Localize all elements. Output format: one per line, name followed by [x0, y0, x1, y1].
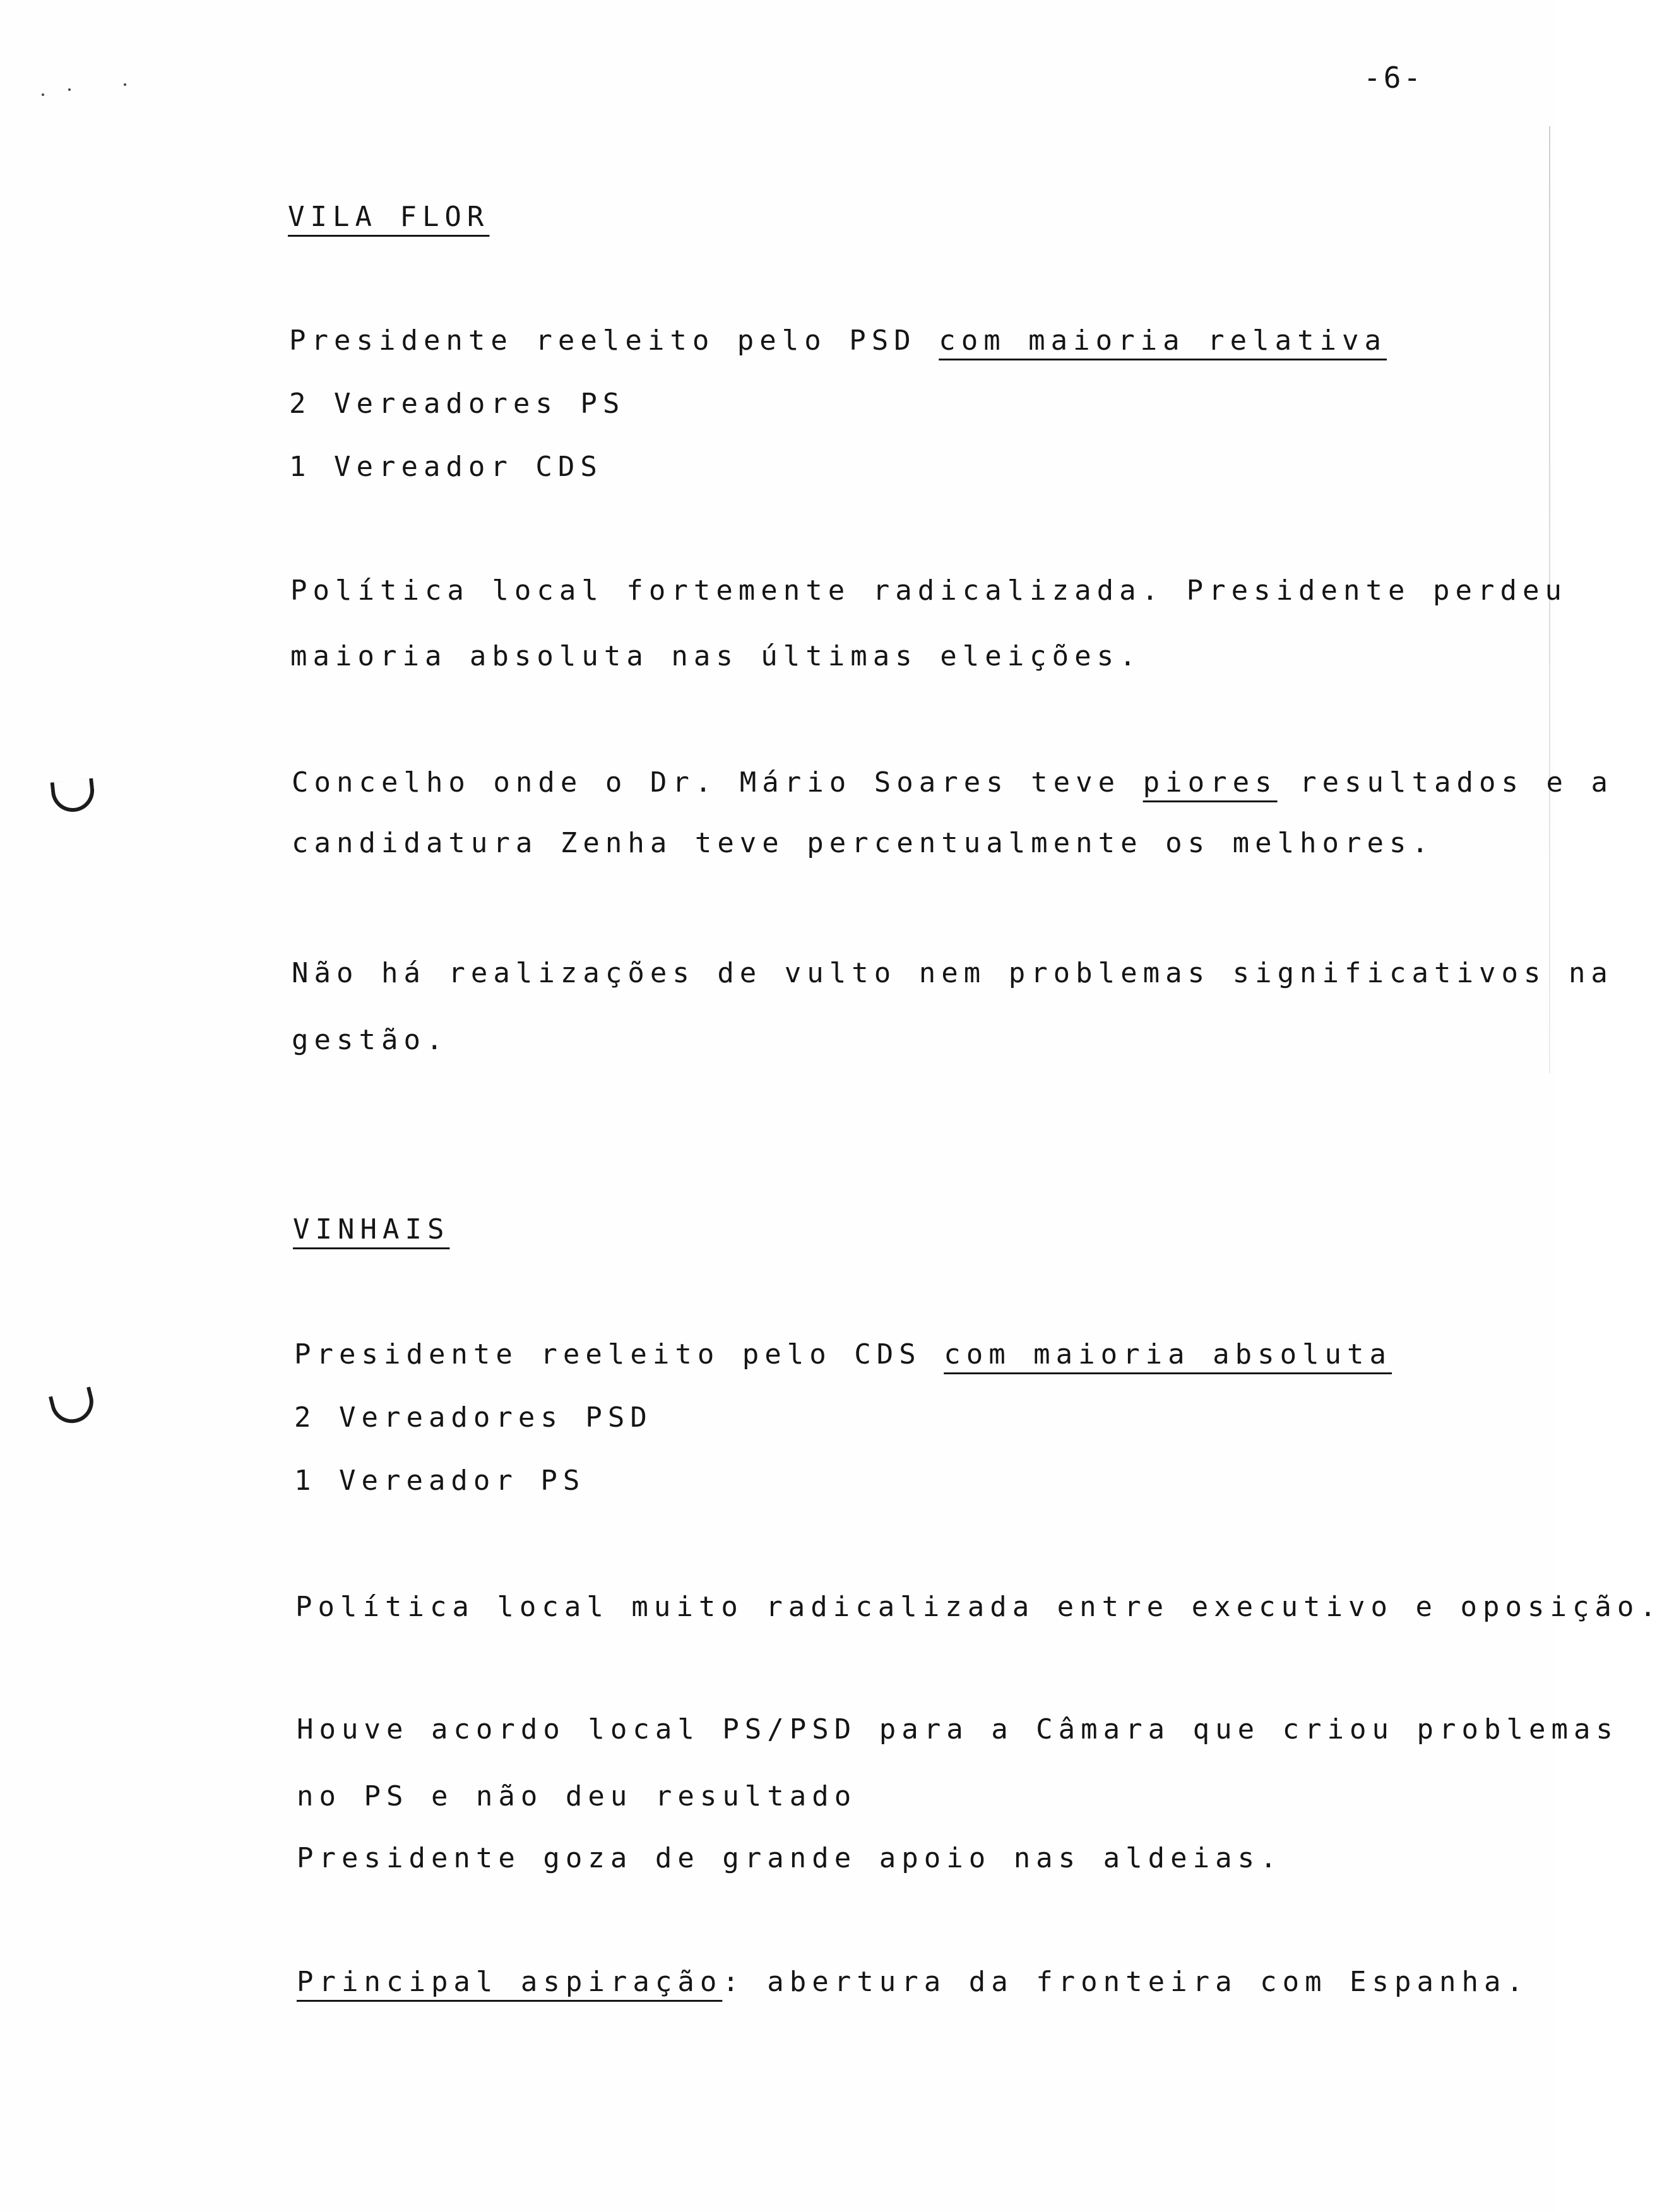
scan-speck	[68, 88, 71, 91]
section-heading-vila-flor: VILA FLOR	[288, 201, 490, 233]
election-result-vila-flor: Presidente reeleito pelo PSD com maioria relativa	[289, 324, 1387, 357]
councillors-line: 2 Vereadores PSD	[294, 1401, 653, 1434]
aspiration-label: Principal aspiração	[297, 1966, 723, 1998]
underlined-word: piores	[1143, 766, 1278, 799]
note-line: no PS e não deu resultado	[297, 1780, 857, 1812]
result-emphasis: com maioria relativa	[939, 324, 1387, 357]
scan-speck	[124, 83, 126, 86]
principal-aspiration: Principal aspiração: abertura da fronteira com Espanha.	[297, 1966, 1529, 1998]
note-line: Política local muito radicalizada entre executivo e oposição.	[295, 1591, 1662, 1623]
handwritten-check-mark-icon	[50, 778, 97, 814]
note-line: Houve acordo local PS/PSD para a Câmara que criou problemas	[297, 1713, 1618, 1745]
handwritten-check-mark-icon	[49, 1387, 98, 1428]
page-number: -6-	[1363, 61, 1424, 95]
note-line: Concelho onde o Dr. Mário Soares teve piores resultados e a	[292, 766, 1613, 799]
note-line: maioria absoluta nas últimas eleições.	[290, 640, 1142, 672]
councillors-line: 1 Vereador PS	[294, 1465, 586, 1497]
note-line: Política local fortemente radicalizada. Presidente perdeu	[290, 574, 1567, 607]
note-line: Não há realizações de vulto nem problemas significativos na	[292, 957, 1613, 989]
section-heading-vinhais: VINHAIS	[293, 1213, 450, 1246]
note-line: gestão.	[292, 1024, 449, 1056]
scan-speck	[42, 93, 44, 96]
councillors-line: 2 Vereadores PS	[289, 388, 626, 420]
election-result-vinhais: Presidente reeleito pelo CDS com maioria absoluta	[294, 1338, 1392, 1371]
result-emphasis: com maioria absoluta	[944, 1338, 1392, 1371]
note-line: Presidente goza de grande apoio nas aldeias.	[297, 1842, 1283, 1874]
note-line: candidatura Zenha teve percentualmente os melhores.	[292, 827, 1435, 859]
councillors-line: 1 Vereador CDS	[289, 451, 603, 483]
